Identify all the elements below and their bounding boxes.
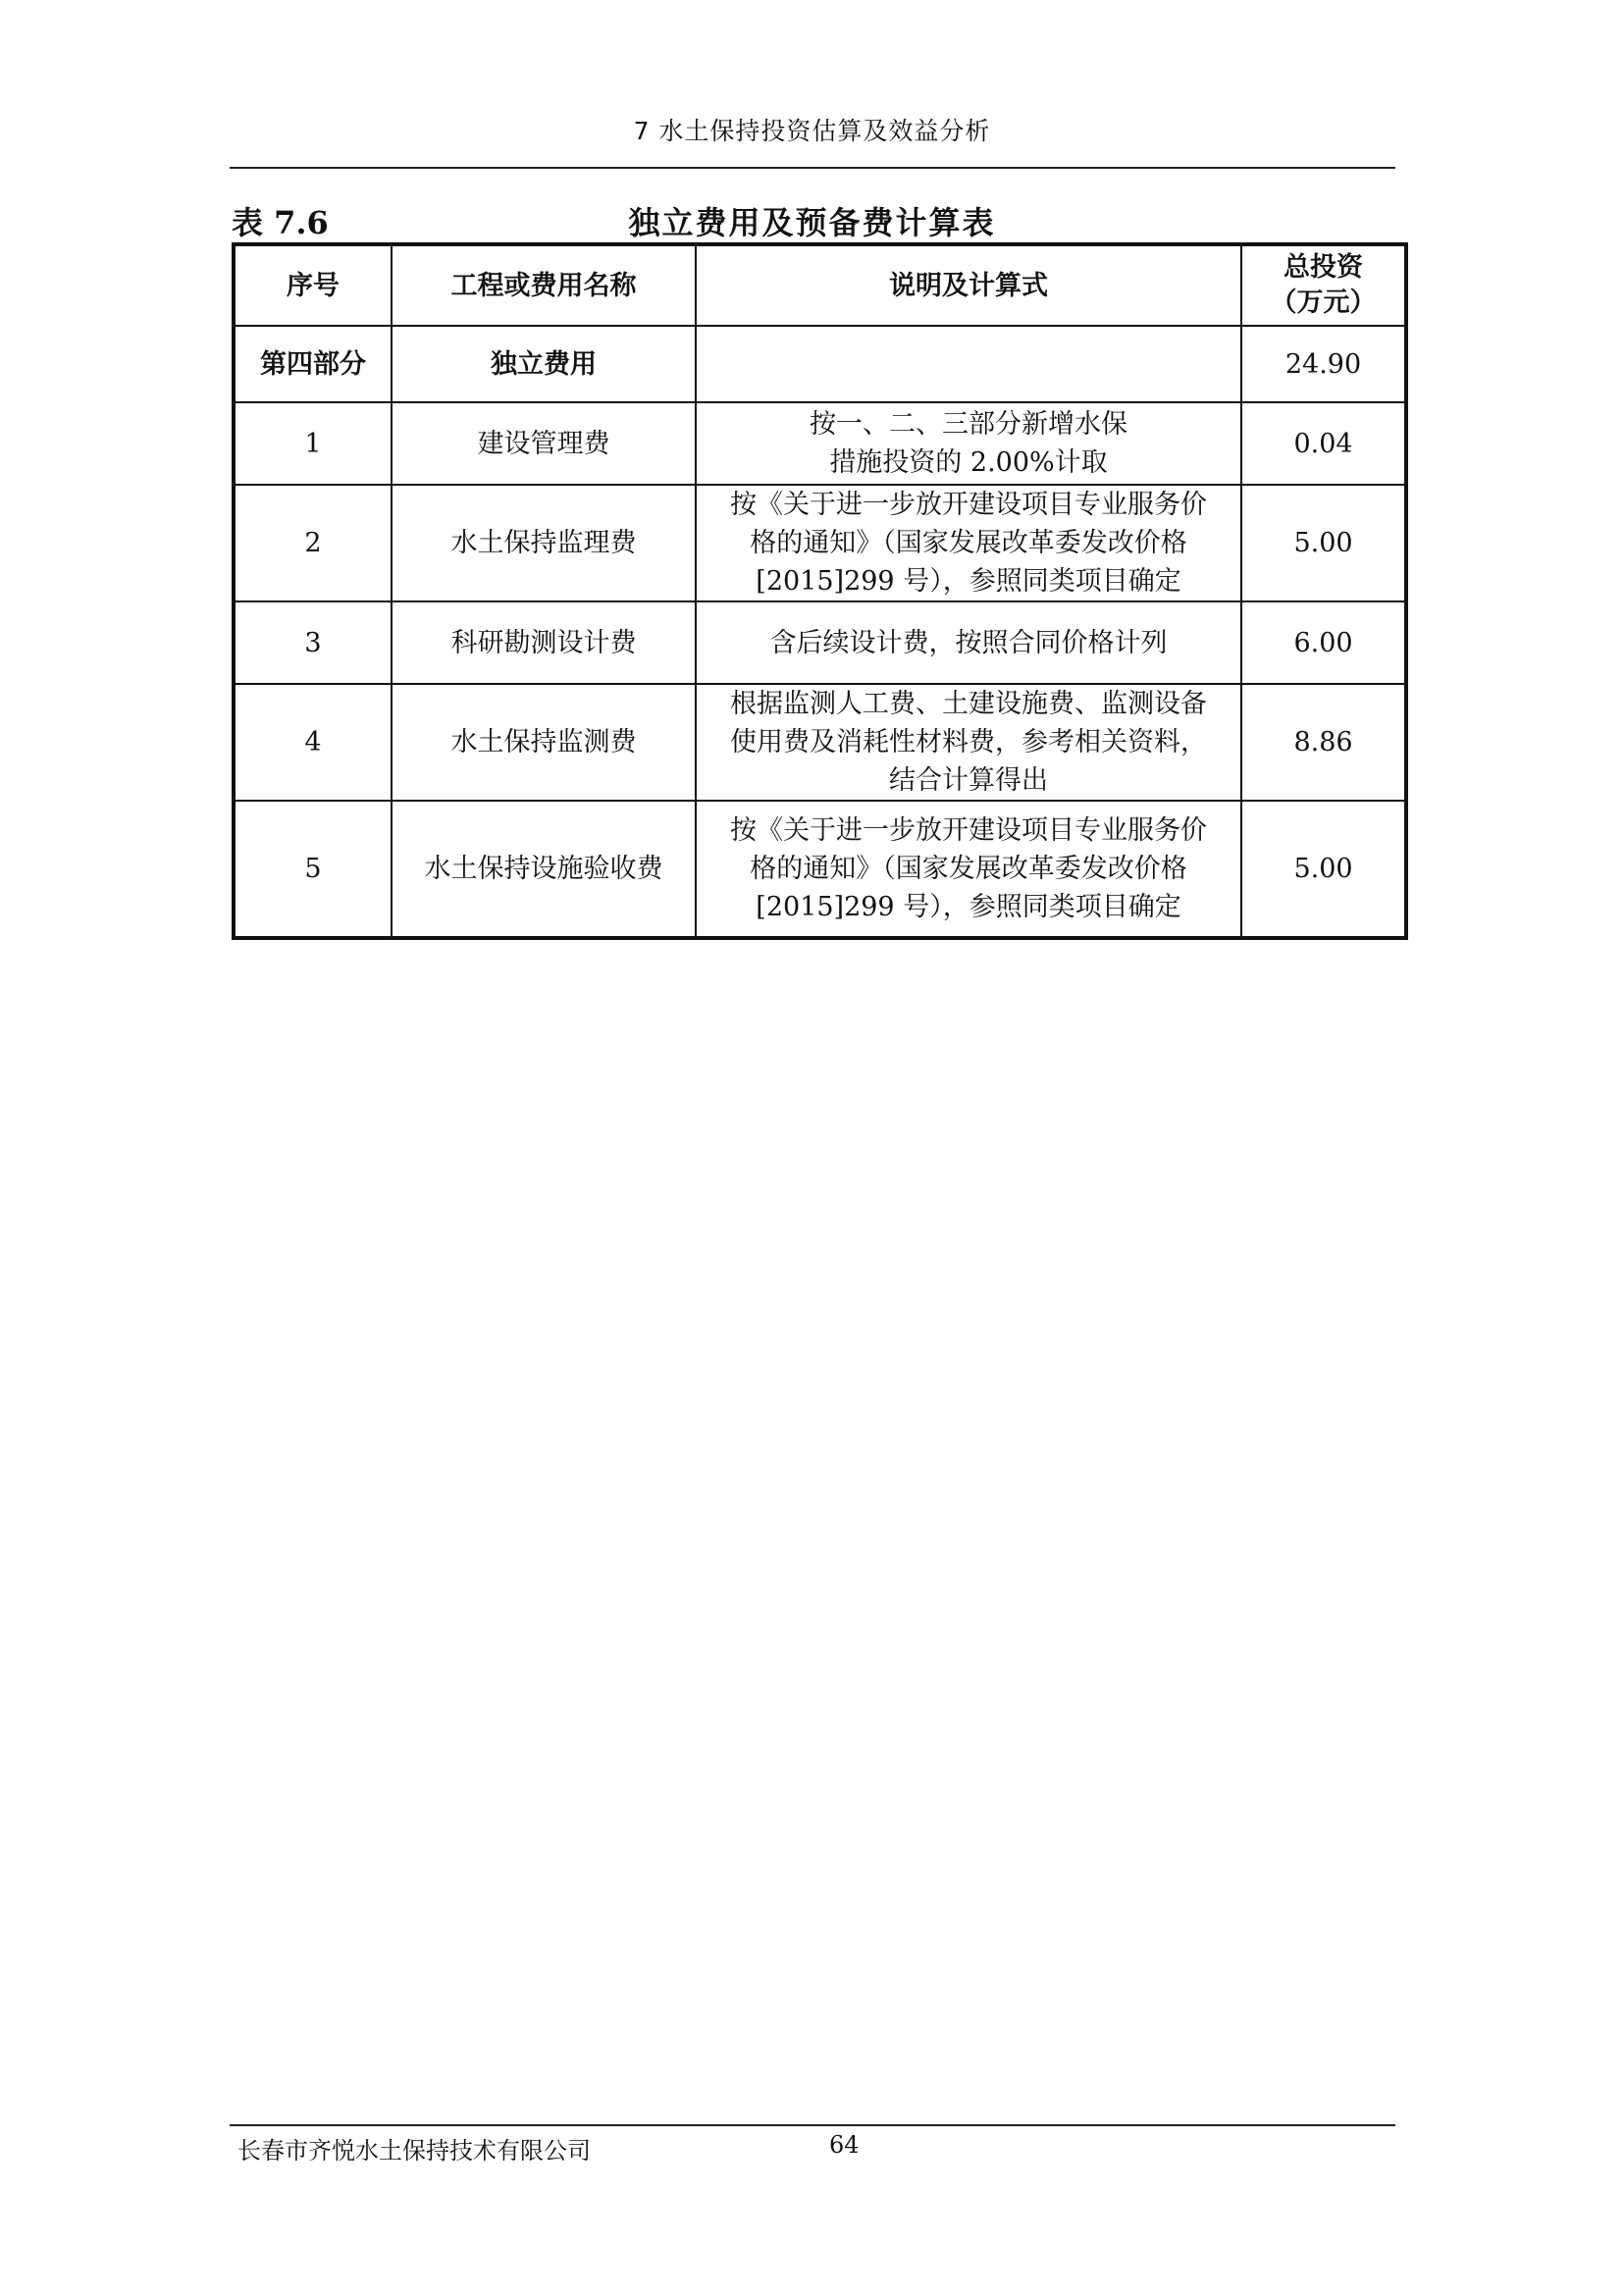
column-header-note: 说明及计算式	[696, 244, 1241, 326]
running-header: 7 水土保持投资估算及效益分析	[633, 117, 991, 145]
row-index: 1	[234, 402, 392, 485]
row-name: 水土保持监测费	[392, 684, 696, 801]
section-name: 独立费用	[392, 326, 696, 402]
row-total: 5.00	[1241, 801, 1406, 938]
table-row	[234, 485, 1406, 601]
header-rule	[230, 167, 1395, 169]
page-number: 64	[829, 2131, 860, 2159]
table-number: 表 7.6	[232, 204, 329, 241]
row-total: 0.04	[1241, 402, 1406, 485]
column-header-index: 序号	[234, 244, 392, 326]
row-name: 科研勘测设计费	[392, 601, 696, 684]
row-total: 6.00	[1241, 601, 1406, 684]
footer-rule	[230, 2124, 1395, 2126]
row-index: 2	[234, 485, 392, 601]
section-row	[234, 326, 1406, 402]
row-note: 按《关于进一步放开建设项目专业服务价 格的通知》（国家发展改革委发改价格 [2015]299 号），参照同类项目确定	[696, 801, 1241, 938]
section-total: 24.90	[1241, 326, 1406, 402]
row-index: 5	[234, 801, 392, 938]
row-note: 根据监测人工费、土建设施费、监测设备 使用费及消耗性材料费，参考相关资料， 结合计算得出	[696, 684, 1241, 801]
table-row	[234, 402, 1406, 485]
row-note: 按一、二、三部分新增水保 措施投资的 2.00%计取	[696, 402, 1241, 485]
section-note	[696, 326, 1241, 402]
column-header-name: 工程或费用名称	[392, 244, 696, 326]
row-total: 8.86	[1241, 684, 1406, 801]
table-header-row	[234, 244, 1406, 326]
table-row	[234, 684, 1406, 801]
section-index: 第四部分	[234, 326, 392, 402]
table-title: 独立费用及预备费计算表	[628, 204, 996, 241]
column-header-total: 总投资 （万元）	[1241, 244, 1406, 326]
row-name: 建设管理费	[392, 402, 696, 485]
row-index: 3	[234, 601, 392, 684]
table-row	[234, 801, 1406, 938]
row-name: 水土保持监理费	[392, 485, 696, 601]
row-total: 5.00	[1241, 485, 1406, 601]
row-note: 含后续设计费，按照合同价格计列	[696, 601, 1241, 684]
row-index: 4	[234, 684, 392, 801]
cost-table	[232, 242, 1408, 940]
table-row	[234, 601, 1406, 684]
row-note: 按《关于进一步放开建设项目专业服务价 格的通知》（国家发展改革委发改价格 [2015]299 号），参照同类项目确定	[696, 485, 1241, 601]
row-name: 水土保持设施验收费	[392, 801, 696, 938]
footer-company: 长春市齐悦水土保持技术有限公司	[237, 2137, 591, 2165]
